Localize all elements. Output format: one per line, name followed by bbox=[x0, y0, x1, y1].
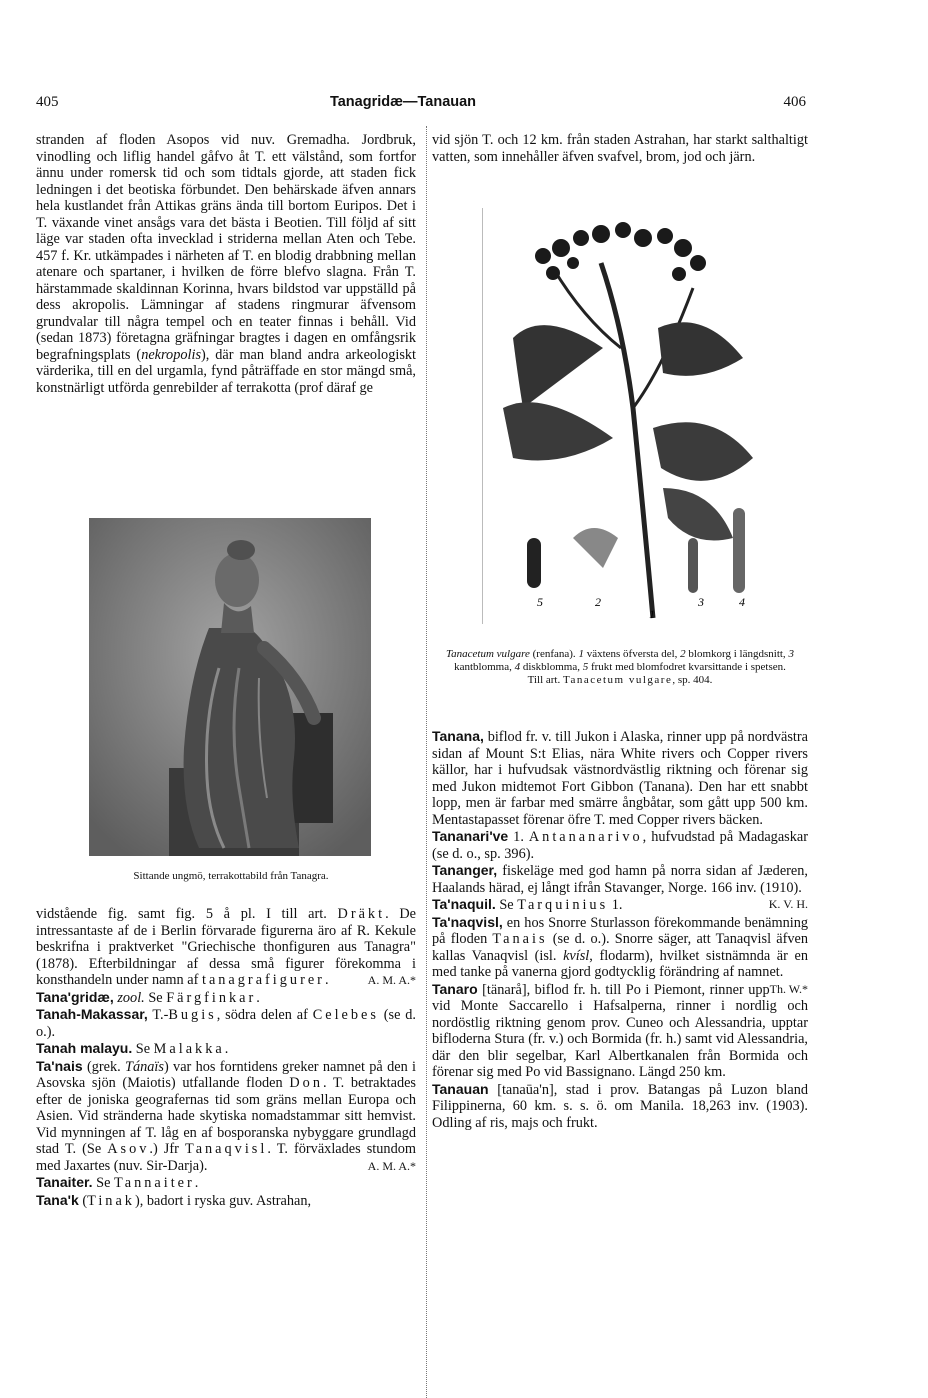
column-divider bbox=[426, 126, 428, 1398]
page-title: Tanagridæ—Tanauan bbox=[329, 94, 477, 110]
entry-tananarive: Tananari've 1. Antananarivo, hufvudstad på Madagaskar (se d. o., sp. 396). bbox=[432, 828, 808, 862]
terracotta-figure-image bbox=[89, 518, 371, 856]
figure-label-2: 2 bbox=[595, 595, 601, 609]
entry-tanah-malayu: Tanah malayu. Se Malakka. bbox=[36, 1040, 229, 1057]
entry-tanaro: Tanaro [tänarå], biflod fr. h. till Po i Piemont, rinner upp vid Monte Saccarello i Hafsalperna, rinner i nordlig och nordöstlig riktning genom prov. Cuneo och Alessandria, upptar bifloderna Stura (fr. v.) och Bormida (fr. h.) samt vid Alessandria, där den blir segelbar, Karl Albertkanalen från Bormida och förenar sig med Po vid Bassignano. Längd 250 km. bbox=[432, 980, 808, 1080]
signature: A. M. A.* bbox=[367, 973, 416, 987]
signature: Th. W.* bbox=[769, 981, 808, 996]
left-column-top bbox=[36, 132, 416, 396]
tanacetum-figure-caption: Tanacetum vulgare (renfana). 1 växtens öfversta del, 2 blomkorg i längdsnitt, 3 kantblomma, 4 diskblomma, 5 frukt med blomfodret kvarsittande i spetsen. Till art. Tanacetum vulgare, sp. 404. bbox=[446, 648, 794, 686]
entry-tanah-makassar: Tanah-Makassar, T.-Bugis, södra delen af Celebes (se d. o.). bbox=[36, 1006, 417, 1040]
right-column-top bbox=[432, 132, 808, 165]
left-column-bottom bbox=[36, 906, 416, 1209]
signature: A. M. A.* bbox=[367, 1158, 416, 1173]
entry-tanagridae: Tana'gridæ, zool. Se Färgfinkar. bbox=[36, 988, 260, 1006]
figure-label-3: 3 bbox=[698, 595, 704, 609]
entry-tananger: Tananger, fiskeläge med god hamn på norra sidan af Jæderen, Haalands härad, ej långt ifrån Stavanger, Norge. 166 inv. (1910). K. V. H. bbox=[432, 862, 808, 911]
right-column-entries bbox=[432, 728, 808, 1131]
entry-tanauan: Tanauan [tanaūa'n], stad i prov. Batangas på Luzon bland Filippinerna, 60 km. s. s. ö. om Manila. 18,263 inv. (1903). Odling af ris, majs och frukt. bbox=[432, 1080, 808, 1131]
tanagra-continuation: stranden af floden Asopos vid nuv. Gremadha. Jordbruk, vinodling och liflig handel gåfvo åt T. ett välstånd, som fortfor ännu under romersk tid och som tidtals gjorde, att staden fick ledningen i det beotiska förbundet. Den behärskade äfven annars hela kustlandet från Attikas gräns ända till bortom Euripos. Det i T. växande vinet ansågs vara det bästa i Beotien. Till följd af sitt läge var staden ofta invecklad i striderna mellan Aten och Tebe. 457 f. Kr. utkämpades i närheten af T. en blodig drabbning mellan atenare och spartaner, i hvilken de förre blefvo slagna. Från T. härstammade skaldinnan Korinna, hvars bildstod var uppställd på dess akropolis. Lämningar af stadens ringmurar äfvensom grundvalar till några tempel och en teater finnas i behåll. Vid (sedan 1873) företagna gräfningar bragtes i dagen en omfångsrik begrafningsplats (nekropolis), där man bland andra arkeologiskt värderika, till en del urgamla, fynd påträffade en stor mängd små, konstnärligt utförda genrebilder af terrakotta (prof däraf ge bbox=[36, 132, 416, 396]
entry-tanak: Tana'k (Tinak), badort i ryska guv. Astrahan, bbox=[36, 1191, 312, 1209]
entry-tanana: Tanana, biflod fr. v. till Jukon i Alaska, rinner upp på nordvästra sidan af Mount S:t Elias, nära White rivers och Copper rivers källor, har i hufvudsak västnordvästlig riktning och förenar sig med Jukon midtemot Fort Gibbon (Tanana). Den har ett snabbt lopp, men är farbar med smärre ångbåtar, som gått upp 500 km. Mentastapasset förenar öfre T. med Copper rivers bäcken. bbox=[432, 728, 808, 828]
entry-tanaqvisl: Ta'naqvisl, en hos Snorre Sturlasson förekommande benämning på floden Tanais (se d. o.). Snorre säger, att Tanaqvisl äfven kallas Vanaqvisl (isl. kvísl, flodarm), hvilket sistnämnda är en med tanke på vanerna gjord godtycklig förändring af namnet. Th. W.* bbox=[432, 913, 808, 996]
figure-label-5: 5 bbox=[537, 595, 543, 609]
figure-label-4: 4 bbox=[739, 595, 745, 609]
seated-figure-illustration bbox=[89, 518, 371, 856]
tanacetum-plant-illustration bbox=[483, 208, 763, 624]
right-page-number: 406 bbox=[783, 94, 806, 110]
terracotta-figure-caption: Sittande ungmö, terrakottabild från Tanagra. bbox=[133, 870, 329, 882]
signature: K. V. H. bbox=[768, 897, 808, 911]
tanacetum-figure-image bbox=[482, 208, 763, 624]
entry-tanais: Ta'nais (grek. Tánaïs) var hos forntidens greker namnet på den i Asovska sjön (Maiotis) utfallande floden Don. T. betraktades efter de joniska geografernas tid som gräns mellan Europa och Asien. Vid stränderna hade skytiska nomadstammar sitt hemvist. Vid mynningen af T. låg en af bosporanska nybyggare grundlagd stad T. (Se Asov.) Jfr Tanaqvisl. T. förväxlades stundom med Jaxartes (nuv. Sir-Darja). A. M. A.* bbox=[36, 1057, 417, 1174]
entry-tanaquil: Ta'naquil. Se Tarquinius 1. bbox=[432, 896, 623, 913]
figure-label-1: 1 bbox=[649, 607, 655, 621]
left-page-number: 405 bbox=[36, 94, 59, 110]
tanagra-ending: vidstående fig. samt fig. 5 å pl. I till art. Dräkt. De intressantaste af de i Berlin förvarade figurerna äro af R. Kekule beskrifna i praktverket "Griechische thonfiguren aus Tanagra" (1878). Efterbildningar af dessa små figurer förekomma i konsthandeln under namn af tanagrafigurer. A. M. A.* bbox=[36, 906, 417, 988]
entry-tanaiter: Tanaiter. Se Tannaiter. bbox=[36, 1174, 199, 1191]
tanak-continuation: vid sjön T. och 12 km. från staden Astrahan, har starkt salthaltigt vatten, som innehåller äfven svafvel, brom, jod och järn. bbox=[432, 132, 808, 165]
